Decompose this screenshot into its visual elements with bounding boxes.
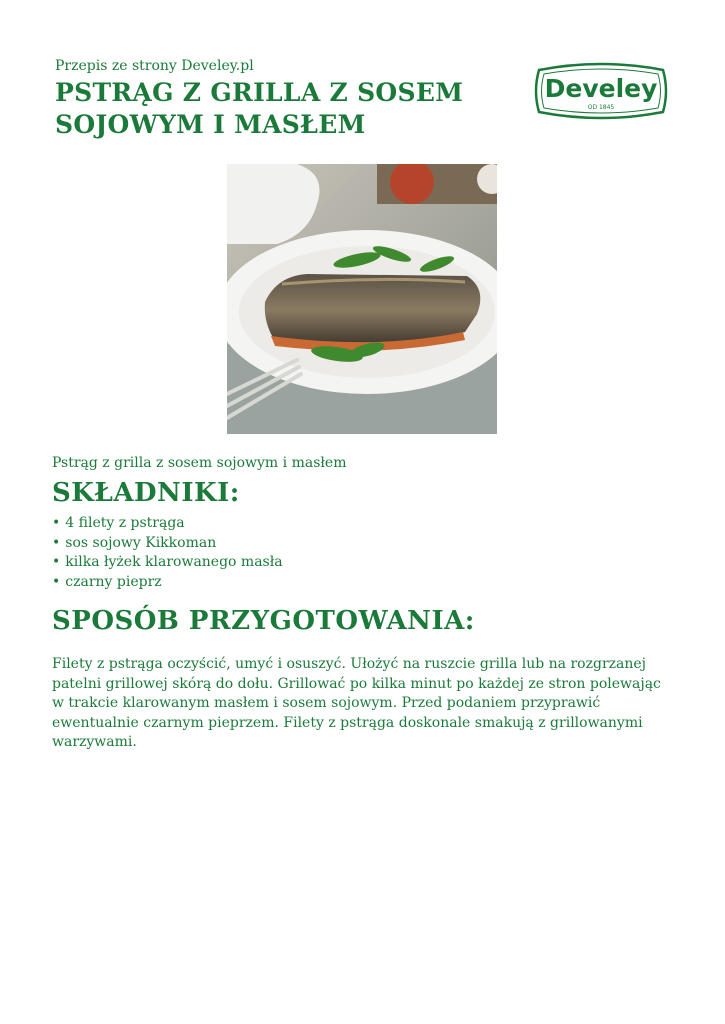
list-item: • czarny pieprz: [52, 573, 283, 593]
list-item: • sos sojowy Kikkoman: [52, 534, 283, 554]
method-text: Filety z pstrąga oczyścić, umyć i osuszyć. Ułożyć na ruszcie grilla lub na rozgrzanej patelni grillowej skórą do dołu. Grillować po kilka minut po każdej ze stron polewając w trakcie klarowanym masłem i sosem sojowym. Przed podaniem przyprawić ewentualnie czarnym pieprzem. Filety z pstrąga doskonale smakują z grillowanymi warzywami.: [52, 656, 661, 750]
ingredients-heading: SKŁADNIKI:: [52, 478, 240, 508]
photo-caption: Pstrąg z grilla z sosem sojowym i masłem: [52, 455, 347, 471]
recipe-title: PSTRĄG Z GRILLA Z SOSEM SOJOWYM I MASŁEM: [55, 78, 464, 139]
source-line: Przepis ze strony Develey.pl: [55, 58, 254, 74]
logo-since-text: OD 1845: [587, 104, 615, 111]
develey-logo: [531, 60, 671, 122]
list-item: • kilka łyżek klarowanego masła: [52, 553, 283, 573]
ingredients-list: [52, 514, 283, 592]
dish-photo: [227, 164, 497, 434]
list-item: • 4 filety z pstrąga: [52, 514, 283, 534]
method-heading: SPOSÓB PRZYGOTOWANIA:: [52, 606, 475, 636]
logo-brand-text: Develey: [544, 74, 658, 103]
